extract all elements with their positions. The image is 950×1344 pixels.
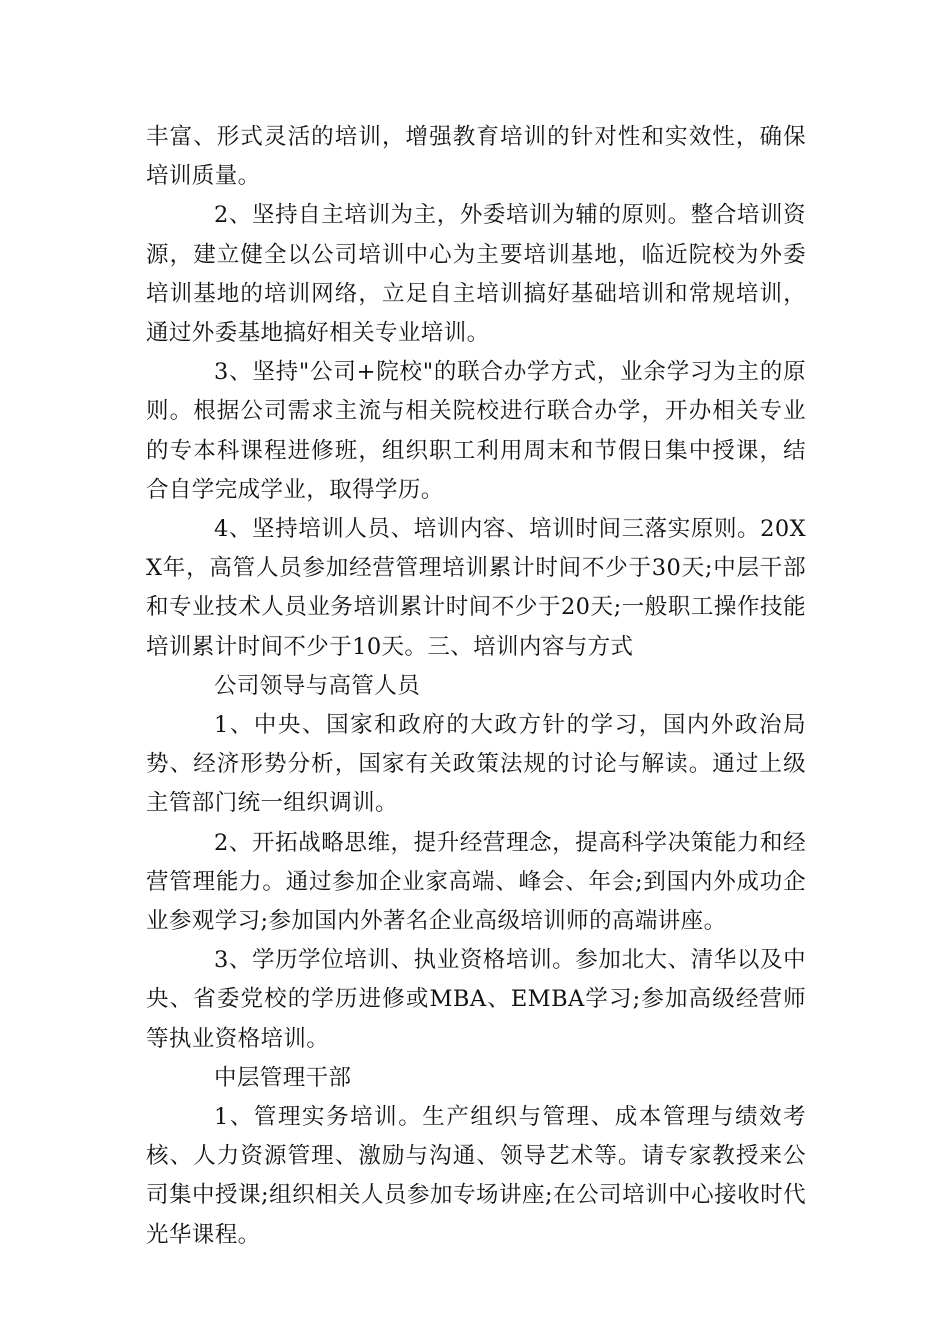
paragraph-4: 4、坚持培训人员、培训内容、培训时间三落实原则。20XX年，高管人员参加经营管理培训累计时间不少于30天;中层干部和专业技术人员业务培训累计时间不少于20天;一般职工操作技能培训累计时间不少于10天。三、培训内容与方式 xyxy=(146,516,806,660)
paragraph-7: 3、学历学位培训、执业资格培训。参加北大、清华以及中央、省委党校的学历进修或MBA、EMBA学习;参加高级经营师等执业资格培训。 xyxy=(146,947,806,1052)
section-heading-senior-management: 公司领导与高管人员 xyxy=(214,672,421,699)
paragraph-2: 2、坚持自主培训为主，外委培训为辅的原则。整合培训资源，建立健全以公司培训中心为主要培训基地，临近院校为外委培训基地的培训网络，立足自主培训搞好基础培训和常规培训，通过外委基地搞好相关专业培训。 xyxy=(146,202,806,347)
paragraph-6: 2、开拓战略思维，提升经营理念，提高科学决策能力和经营管理能力。通过参加企业家高端、峰会、年会;到国内外成功企业参观学习;参加国内外著名企业高级培训师的高端讲座。 xyxy=(146,829,806,935)
paragraph-3: 3、坚持"公司+院校"的联合办学方式，业余学习为主的原则。根据公司需求主流与相关院校进行联合办学，开办相关专业的专本科课程进修班，组织职工利用周末和节假日集中授课，结合自学完成学业，取得学历。 xyxy=(146,359,806,503)
paragraph-1: 丰富、形式灵活的培训，增强教育培训的针对性和实效性，确保培训质量。 xyxy=(146,124,806,190)
paragraph-8: 1、管理实务培训。生产组织与管理、成本管理与绩效考核、人力资源管理、激励与沟通、领导艺术等。请专家教授来公司集中授课;组织相关人员参加专场讲座;在公司培训中心接收时代光华课程。 xyxy=(146,1104,806,1248)
section-heading-middle-management: 中层管理干部 xyxy=(214,1064,352,1091)
document-body xyxy=(146,118,806,1255)
paragraph-5: 1、中央、国家和政府的大政方针的学习，国内外政治局势、经济形势分析，国家有关政策法规的讨论与解读。通过上级主管部门统一组织调训。 xyxy=(146,712,806,817)
